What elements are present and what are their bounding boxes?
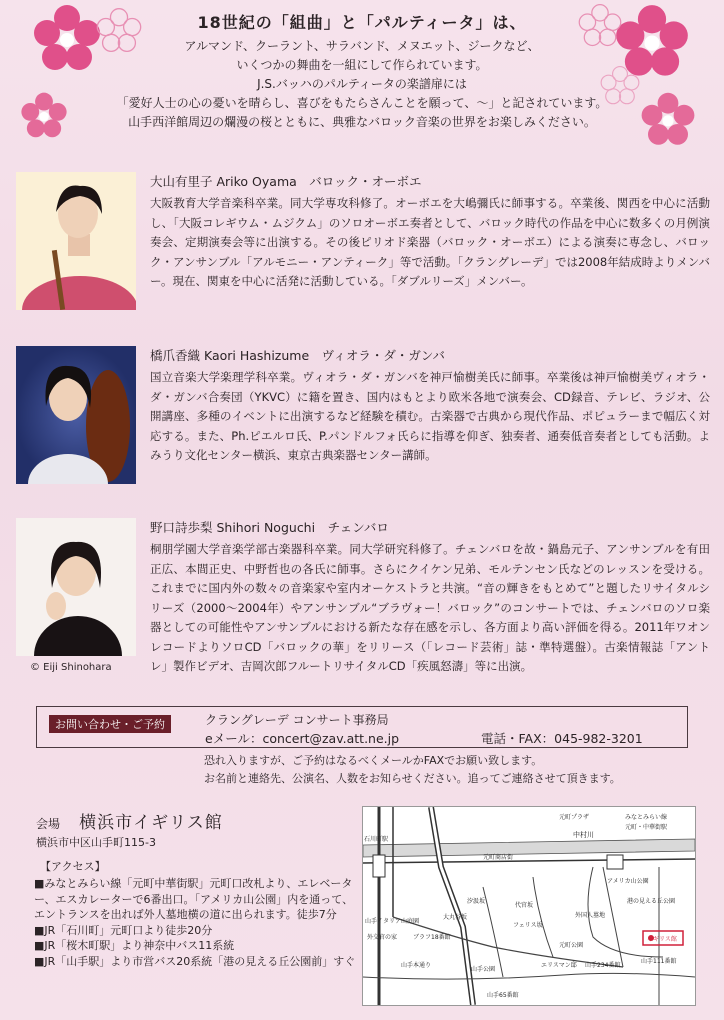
venue-label: 会場 [36, 817, 61, 831]
map-label: フェリス坂 [513, 922, 543, 929]
map-label: 外交官の家 [367, 934, 398, 941]
intro [0, 10, 724, 132]
portrait-viola-da-gamba-player [16, 346, 136, 484]
map-label: アメリカ山公園 [607, 878, 649, 885]
map-label: エリスマン邸 [541, 962, 577, 969]
artist-name: 野口詩歩梨 Shihori Noguchi チェンバロ [150, 520, 389, 535]
map-label: 山手234番館 [585, 962, 621, 969]
map-label: 代官坂 [515, 902, 534, 909]
artist-bio: 大阪教育大学音楽科卒業。同大学専攻科修了。オーボエを大嶋彌氏に師事する。卒業後、関西を中心に活動し、「大阪コレギウム・ムジクム」のソロオーボエ奏者として、バロック時代の作品を中心に数多くの月例演奏会、定期演奏会等に出演する。その後ピリオド楽器（バロック・オーボエ）による演奏に専念し、バロック・アンサンブル「アルモニー・アンティーク」等で活動。「クラングレーデ」では2008年結成時よりメンバー。現在、関東を中心に活発に活動している。「ダブルリーズ」メンバー。 [150, 196, 710, 288]
intro-line: 山手西洋館周辺の爛漫の桜とともに、典雅なバロック音楽の世界をお楽しみください。 [128, 115, 596, 129]
map-label: 山手65番館 [487, 992, 519, 999]
map-label: 元町プラザ [559, 814, 590, 821]
map-label: 汐汲坂 [467, 898, 486, 905]
artist-hashizume [16, 346, 710, 486]
map-label: イギリス館 [647, 936, 677, 943]
artist-bio: 桐朋学園大学音楽学部古楽器科卒業。同大学研究科修了。チェンバロを故・鍋島元子、アンサンブルを有田正広、本間正史、中野哲也の各氏に師事。さらにクイケン兄弟、モルテンセン氏などのレッスンを受ける。これまでに国内外の数々の音楽家や室内オーケストラと共演。“音の輝きをもとめて”と題したリサイタルシリーズ（2000〜2004年）やアンサンブル“ブラヴォー！バロック”のコンサートでは、チェンバロのソロ楽器としての可能性やアンサンブルにおける新たな存在感を示し、各方面より高い評価を得る。2011年ワオンレコードよりソロCD「バロックの華」をリリース（「レコード芸術」誌・準特選盤）。古楽情報誌「アントレ」製作ビデオ、吉岡次郎フルートリサイタルCD「疾風怒濤」等に出演。 [150, 542, 710, 673]
map-label: 外国人墓地 [575, 912, 606, 919]
map-label: 石川町駅 [364, 836, 389, 843]
intro-title: 18世紀の「組曲」と「パルティータ」は、 [197, 13, 527, 32]
access-title: 【アクセス】 [40, 860, 106, 873]
map-label: 中村川 [573, 831, 594, 839]
map-label: 港の見える丘公園 [627, 898, 676, 905]
portrait-harpsichord-player [16, 518, 136, 656]
map-label: 元町公園 [559, 942, 584, 949]
map-label: 山手本通り [401, 962, 432, 969]
artist-name: 大山有里子 Ariko Oyama バロック・オーボエ [150, 174, 422, 189]
access-list [34, 876, 364, 969]
contact-note: 恐れ入りますが、ご予約はなるべくメールかFAXでお願い致します。 [204, 754, 543, 767]
intro-line: いくつかの舞曲を一組にして作られています。 [236, 58, 488, 72]
intro-line: 「愛好人士の心の憂いを晴らし、喜びをもたらさんことを願って、〜」と記されています。 [116, 96, 608, 110]
map-label: ブラフ18番館 [413, 934, 451, 941]
contact-phone[interactable]: 電話・FAX：045-982-3201 [481, 731, 643, 746]
map-label: 大丸谷坂 [443, 914, 468, 921]
contact-email[interactable]: eメール：concert@zav.att.ne.jp [205, 731, 400, 746]
map-label: 元町・中華街駅 [625, 824, 668, 831]
venue-name: 横浜市イギリス館 [79, 813, 223, 833]
access-item: ■みなとみらい線「元町中華街駅」元町口改札より、エレベーター、エスカレーターで6番出口。「アメリカ山公園」内を通って、エントランスを出れば外人墓地横の道に出られます。徒歩7分 [34, 877, 354, 921]
access-item: ■JR「山手駅」より市営バス20系統「港の見える丘公園前」すぐ [34, 954, 356, 968]
artist-oyama [16, 172, 710, 312]
intro-line: アルマンド、クーラント、サラバンド、メヌエット、ジークなど、 [184, 39, 540, 53]
contact-note: お名前と連絡先、公演名、人数をお知らせください。追ってご連絡させて頂きます。 [204, 772, 621, 785]
map-label: 山手公園 [471, 966, 496, 973]
contact-label: お問い合わせ・ご予約 [49, 715, 171, 733]
contact-box [36, 706, 688, 748]
map-label: 山手111番館 [641, 958, 677, 965]
artist-bio: 国立音楽大学楽理学科卒業。ヴィオラ・ダ・ガンバを神戸愉樹美氏に師事。卒業後は神戸愉樹美ヴィオラ・ダ・ガンバ合奏団（YKVC）に籍を置き、国内はもとより欧米各地で演奏会、CD録音、テレビ、ラジオ、公開講座、多種のイベントに出演するなど経験を積む。古楽器で古典から現代作品、ポピュラーまで幅広く対応する。また、Ph.ピエルロ氏、P.パンドルフォ氏らに指導を仰ぎ、独奏者、通奏低音奏者としても活動。よみうり文化センター横浜、東京古典楽器センター講師。 [150, 370, 710, 462]
portrait-oboe-player [16, 172, 136, 310]
access-map [362, 806, 696, 1006]
access-item: ■JR「桜木町駅」より神奈中バス11系統 [34, 939, 235, 952]
photo-credit: © Eiji Shinohara [30, 662, 112, 673]
contact-org: クラングレーデ コンサート事務局 [205, 713, 389, 727]
intro-line: J.S.バッハのパルティータの楽譜扉には [257, 77, 467, 91]
venue [36, 808, 223, 833]
venue-address: 横浜市中区山手町115-3 [36, 836, 156, 849]
access-item: ■JR「石川町」元町口より徒歩20分 [34, 923, 213, 937]
map-label: みなとみらい線 [625, 814, 668, 821]
artist-name: 橋爪香織 Kaori Hashizume ヴィオラ・ダ・ガンバ [150, 348, 446, 363]
map-label: 元町商店街 [483, 854, 514, 861]
map-label: 山手イタリア山庭園 [365, 918, 420, 925]
artist-noguchi [16, 518, 710, 696]
